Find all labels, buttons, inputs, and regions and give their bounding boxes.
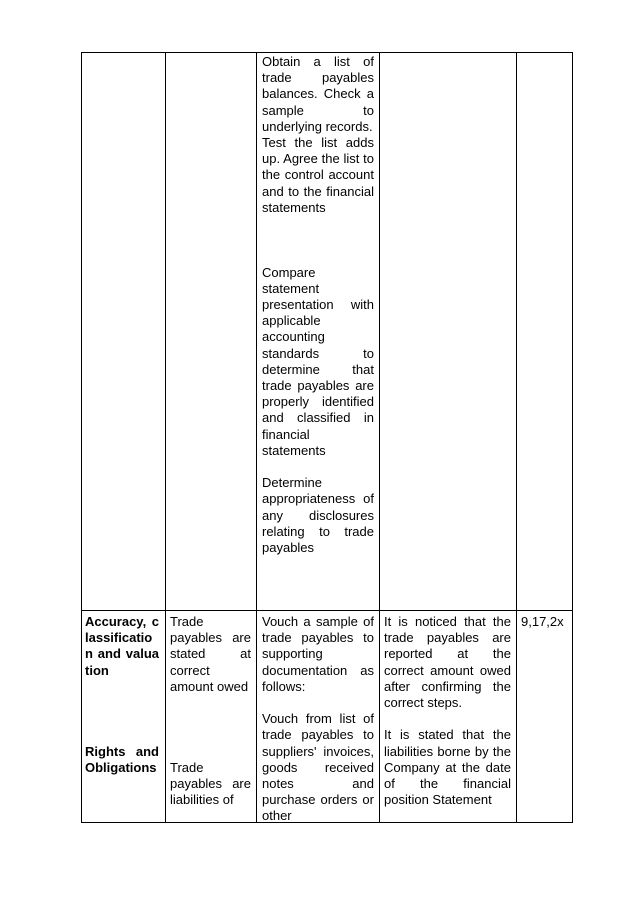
procedure-obtain-list: Obtain a list of trade payables balances. Check a sample to underlying records.	[262, 54, 374, 134]
assertion-rights: Rights and Obligations	[85, 743, 159, 775]
objective-cell	[170, 614, 251, 808]
table-border-right	[572, 52, 573, 823]
column-divider-3	[379, 52, 380, 823]
column-divider-2	[256, 52, 257, 823]
column-divider-4	[516, 52, 517, 823]
assertion-accuracy: Accuracy, classification and valuation	[85, 614, 159, 678]
finding-rights: It is stated that the liabilities borne by the Company at the date of the financial position Statement	[384, 727, 511, 808]
findings-cell	[384, 614, 511, 808]
lower-procedures-cell	[262, 614, 374, 825]
column-divider-1	[165, 52, 166, 823]
objective-stated-correctly: Trade payables are stated at correct amount owed	[170, 614, 251, 694]
row-divider	[81, 610, 573, 611]
reference-cell	[521, 614, 570, 630]
procedure-compare-presentation: Compare statement presentation with applicable accounting standards to determine that trade payables are properly identified and classified in financial statements	[262, 264, 374, 458]
procedure-test-list: Test the list adds up. Agree the list to the control account and to the financial statements	[262, 135, 374, 215]
procedure-vouch-sample: Vouch a sample of trade payables to supporting documentation as follows:	[262, 614, 374, 694]
table-border-left	[81, 52, 82, 823]
table-border-top	[81, 52, 573, 53]
finding-accuracy: It is noticed that the trade payables are reported at the correct amount owed after confirming the correct steps.	[384, 614, 511, 711]
procedure-vouch-from-list: Vouch from list of trade payables to suppliers' invoices, goods received notes and purchase orders or other	[262, 711, 374, 824]
objective-liabilities: Trade payables are liabilities of	[170, 759, 251, 808]
procedure-determine-disclosures: Determine appropriateness of any disclosures relating to trade payables	[262, 475, 374, 556]
upper-procedures-cell	[262, 54, 374, 556]
assertion-cell	[85, 614, 159, 776]
working-paper-reference: 9,17,2x	[521, 614, 564, 629]
